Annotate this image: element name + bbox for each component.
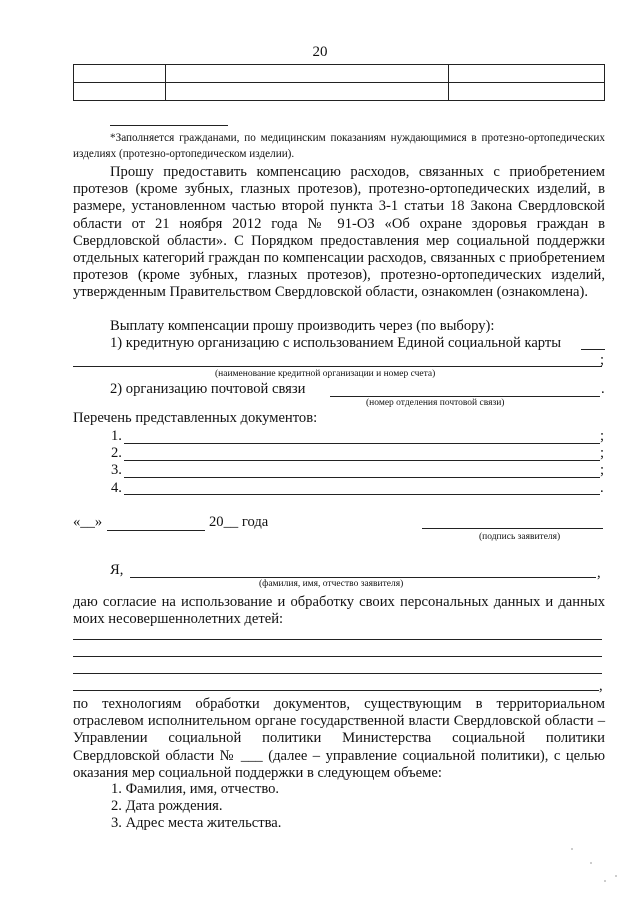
payment-option-2-label: 2) организацию почтовой связи xyxy=(110,381,306,397)
semicolon: ; xyxy=(600,445,605,461)
document-number: 2. xyxy=(111,445,122,461)
payment-intro-text: Выплату компенсации прошу производить через (по выбору): xyxy=(110,318,495,334)
scan-speck xyxy=(571,848,573,850)
bank-input-line[interactable] xyxy=(581,349,605,350)
table-cell xyxy=(166,65,449,83)
table-cell xyxy=(74,83,166,101)
period: . xyxy=(601,381,605,397)
scope-item: 3. Адрес места жительства. xyxy=(111,815,282,831)
payment-intro xyxy=(73,318,605,335)
payment-option-1 xyxy=(73,335,605,352)
table-row xyxy=(74,65,605,83)
signature-input[interactable] xyxy=(422,528,603,529)
consent-text: даю согласие на использование и обработку своих персональных данных и данных моих несовершеннолетних детей: xyxy=(73,594,605,628)
comma: , xyxy=(599,678,603,694)
scan-speck xyxy=(590,862,592,864)
table-cell xyxy=(74,65,166,83)
document-number: 4. xyxy=(111,480,122,496)
scan-speck xyxy=(604,880,606,882)
table-cell xyxy=(449,65,605,83)
document-1-input[interactable] xyxy=(124,443,600,444)
footnote-rule xyxy=(110,125,228,126)
scope-item: 1. Фамилия, имя, отчество. xyxy=(111,781,280,797)
semicolon: ; xyxy=(600,352,605,368)
children-line-3[interactable] xyxy=(73,673,602,674)
consent-ya: Я, xyxy=(110,562,124,578)
applicant-name-hint: (фамилия, имя, отчество заявителя) xyxy=(259,579,404,589)
comma: , xyxy=(597,565,601,581)
bank-details-input[interactable] xyxy=(73,366,602,367)
table-row xyxy=(74,83,605,101)
children-line-4[interactable] xyxy=(73,690,599,691)
footnote: *Заполняется гражданами, по медицинским показаниям нуждающимися в протезно-ортопедических изделиях (протезно-ортопедическом изделии). xyxy=(73,132,605,160)
date-year xyxy=(209,514,289,531)
year-suffix: __ года xyxy=(223,514,269,530)
payment-option-1-label: 1) кредитную организацию с использованием Единой социальной карты xyxy=(110,335,562,351)
table-cell xyxy=(449,83,605,101)
documents-heading: Перечень представленных документов: xyxy=(73,410,318,426)
date-day: «__» xyxy=(73,514,103,530)
table-cell xyxy=(166,83,449,101)
children-line-1[interactable] xyxy=(73,639,602,640)
request-paragraph: Прошу предоставить компенсацию расходов, связанных с приобретением протезов (кроме зубных, глазных протезов), протезно-ортопедических изделий, в размере, установленном частью второй пункта 3-1 статьи 18 Закона Свердловской области от 21 ноября 2012 года № 91-ОЗ «Об охране здоровья граждан в Свердловской области». С Порядком предоставления мер социальной поддержки отдельных категорий граждан по компенсации расходов, связанных с приобретением протезов (кроме зубных, глазных протезов), протезно-ортопедических изделий, утвержденным Правительством Свердловской области, ознакомлен (ознакомлена). xyxy=(73,164,605,301)
page-number: 20 xyxy=(312,44,328,60)
post-office-input[interactable] xyxy=(330,396,600,397)
year-prefix: 20 xyxy=(209,514,224,530)
document-3-input[interactable] xyxy=(124,477,600,478)
applicant-name-input[interactable] xyxy=(130,577,596,578)
bank-details-hint: (наименование кредитной организации и номер счета) xyxy=(215,369,436,379)
children-line-2[interactable] xyxy=(73,656,602,657)
continuation-table xyxy=(73,64,605,101)
scan-speck xyxy=(615,875,617,877)
period: . xyxy=(600,480,604,496)
semicolon: ; xyxy=(600,428,605,444)
document-4-input[interactable] xyxy=(124,494,600,495)
document-2-input[interactable] xyxy=(124,460,600,461)
document-number: 3. xyxy=(111,462,122,478)
date-month-input[interactable] xyxy=(107,530,205,531)
signature-hint: (подпись заявителя) xyxy=(479,532,561,542)
scope-item: 2. Дата рождения. xyxy=(111,798,223,814)
document-number: 1. xyxy=(111,428,122,444)
semicolon: ; xyxy=(600,462,605,478)
post-office-hint: (номер отделения почтовой связи) xyxy=(366,398,505,408)
processing-text: по технологиям обработки документов, существующим в территориальном отраслевом исполнительном органе государственной власти Свердловской области – Управлении социальной политики Министерства социальной политики Свердловской области № ___ (далее – управление социальной политики), с целью оказания мер социальной поддержки в следующем объеме: xyxy=(73,696,605,781)
